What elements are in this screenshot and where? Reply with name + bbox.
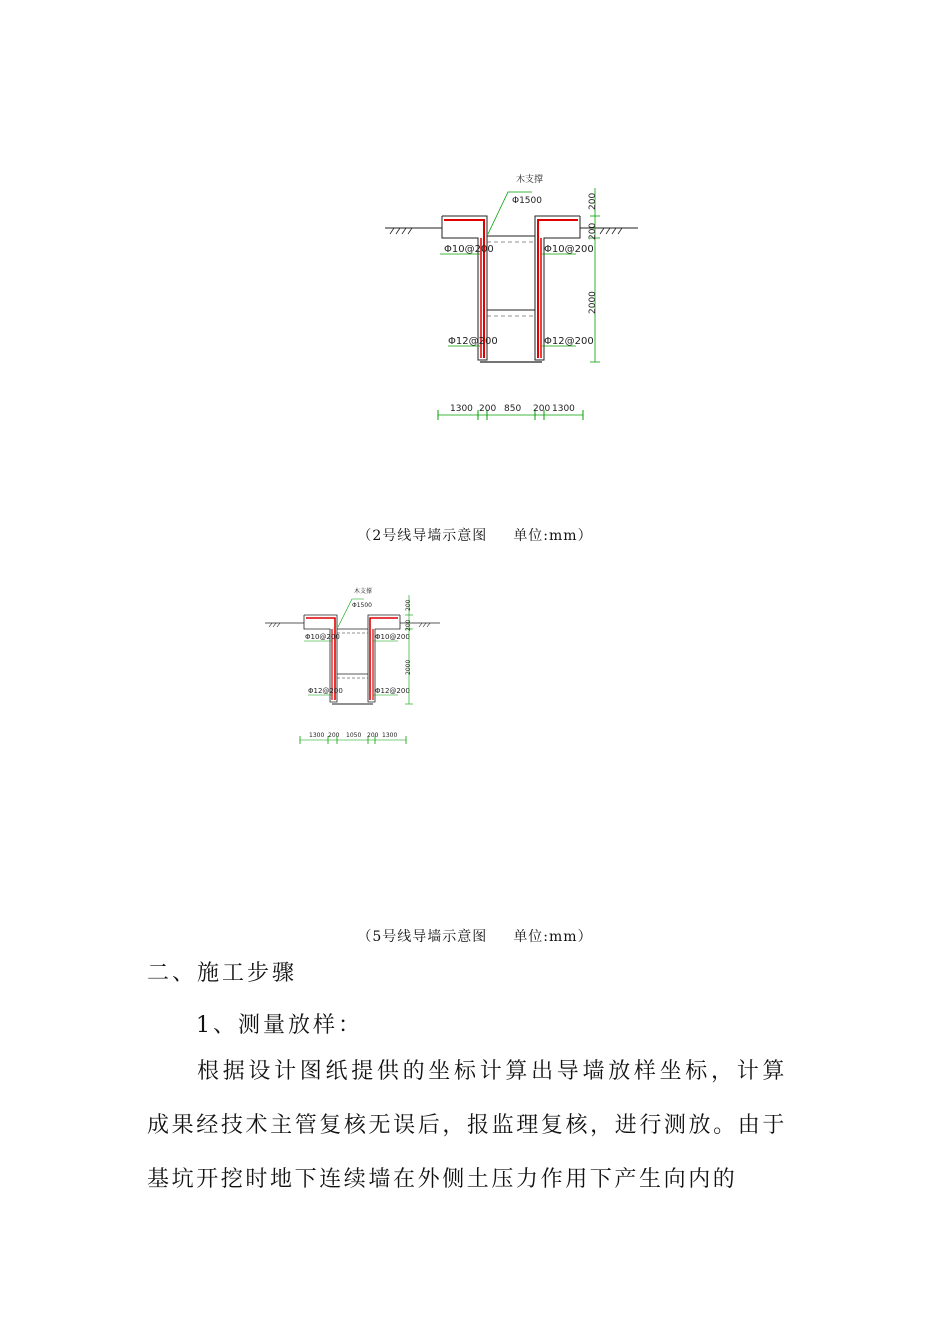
figure2-caption-unit: 单位:mm） xyxy=(513,929,593,945)
dim-right-3: 2000 xyxy=(588,291,598,314)
section-subheading: 1、测量放样： xyxy=(196,1013,363,1038)
label-wood-support: 木支撑 xyxy=(354,588,373,595)
label-rebar-right-bottom: Φ12@200 xyxy=(544,336,594,347)
figure1-caption-title: （2号线导墙示意图 xyxy=(357,528,488,544)
body-paragraph xyxy=(147,1045,787,1207)
dim-bottom-3: 1050 xyxy=(346,732,362,739)
dim-bottom-5: 1300 xyxy=(382,732,398,739)
dim-bottom-1: 1300 xyxy=(309,732,325,739)
dim-right-1: 200 xyxy=(405,599,412,611)
figure2-caption xyxy=(0,926,950,946)
section-heading: 二、施工步骤 xyxy=(147,961,298,986)
dim-right-2: 200 xyxy=(588,222,598,240)
dim-bottom-3: 850 xyxy=(504,404,522,414)
dim-bottom-4: 200 xyxy=(533,404,551,414)
label-rebar-left-top: Φ10@200 xyxy=(305,633,340,641)
label-brace-spacing: Φ1500 xyxy=(512,196,542,206)
dim-bottom-4: 200 xyxy=(367,732,379,739)
dim-right-2: 200 xyxy=(405,619,412,631)
dim-right-1: 200 xyxy=(588,192,598,210)
label-rebar-right-bottom: Φ12@200 xyxy=(375,687,410,695)
dim-right-3: 2000 xyxy=(405,659,412,675)
label-rebar-left-bottom: Φ12@200 xyxy=(308,687,343,695)
figure1-caption xyxy=(0,525,950,545)
figure1-caption-unit: 单位:mm） xyxy=(513,528,593,544)
guide-wall-diagram-line2 xyxy=(380,168,650,430)
label-rebar-right-top: Φ10@200 xyxy=(375,633,410,641)
label-rebar-right-top: Φ10@200 xyxy=(544,244,594,255)
figure2-caption-title: （5号线导墙示意图 xyxy=(357,929,488,945)
paragraph-text: 根据设计图纸提供的坐标计算出导墙放样坐标，计算成果经技术主管复核无误后，报监理复核，进行测放。由于基坑开挖时地下连续墙在外侧土压力作用下产生向内的 xyxy=(147,1059,787,1192)
dim-bottom-2: 200 xyxy=(479,404,497,414)
label-wood-support: 木支撑 xyxy=(516,175,544,185)
label-rebar-left-bottom: Φ12@200 xyxy=(448,336,498,347)
guide-wall-diagram-line5 xyxy=(262,585,452,750)
label-rebar-left-top: Φ10@200 xyxy=(444,244,494,255)
dim-bottom-2: 200 xyxy=(328,732,340,739)
dim-bottom-5: 1300 xyxy=(552,404,575,414)
label-brace-spacing: Φ1500 xyxy=(352,602,372,609)
dim-bottom-1: 1300 xyxy=(450,404,473,414)
